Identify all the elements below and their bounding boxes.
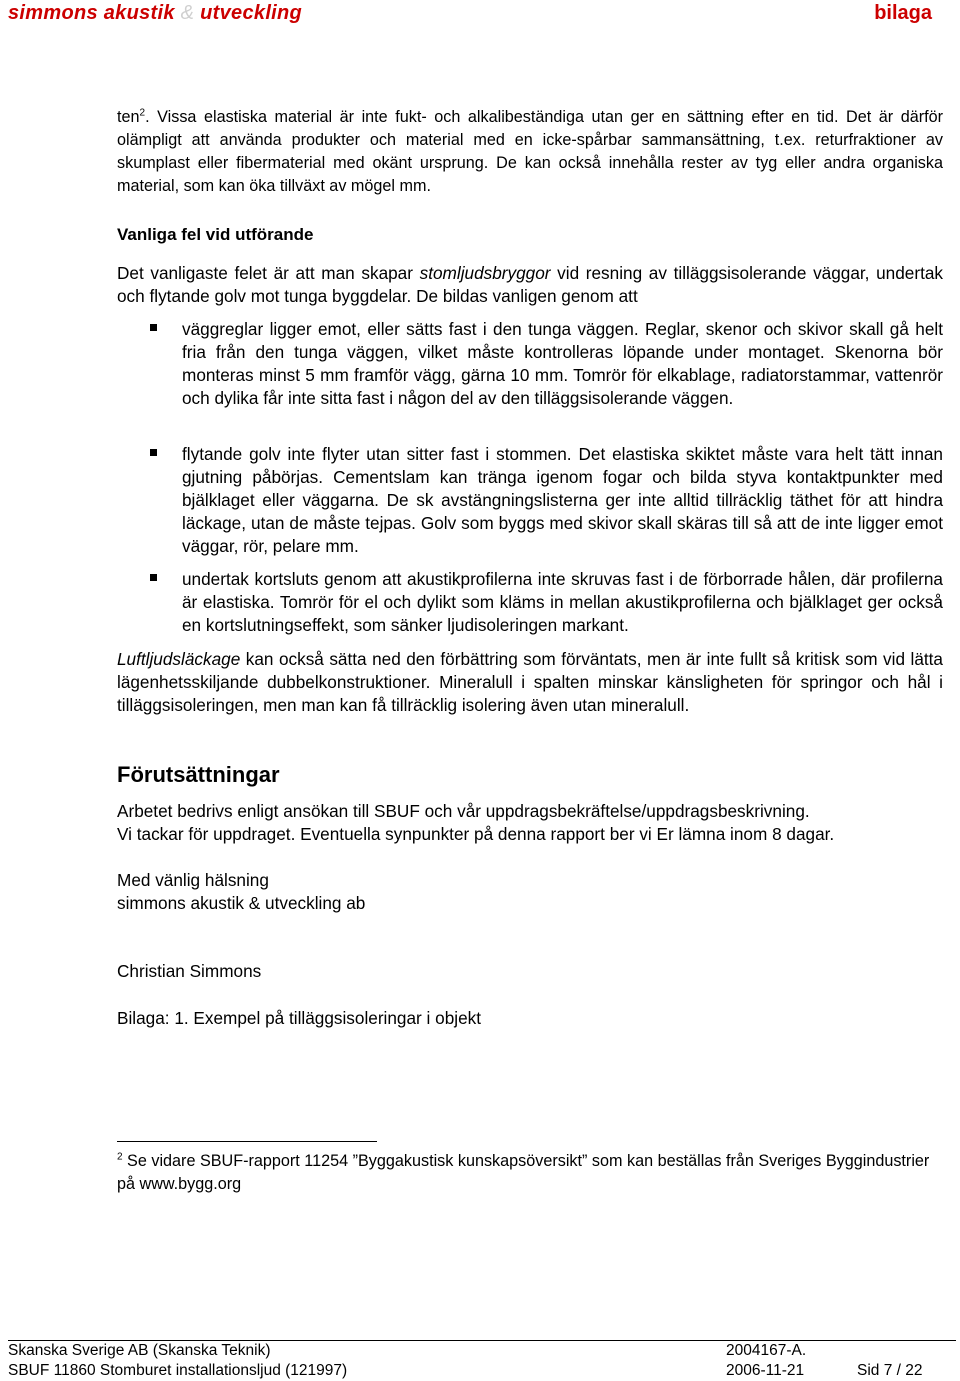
footnote-divider [117, 1141, 377, 1142]
footer-company: Skanska Sverige AB (Skanska Teknik) [8, 1342, 271, 1359]
paragraph-1-emphasis: stomljudsbryggor [419, 263, 551, 283]
paragraph-1-start: Det vanligaste felet är att man skapar [117, 263, 420, 283]
signature-block [117, 960, 943, 983]
bullet-list [150, 318, 943, 410]
square-bullet-icon [150, 324, 157, 331]
brand-suffix: utveckling [200, 2, 303, 24]
brand-ampersand: & [180, 2, 195, 24]
paragraph-1-end: vid resning av tilläggsisolerande väggar, undertak och flytande golv mot tunga byggdelar. De bildas vanligen genom att [117, 263, 943, 306]
footnote [117, 1150, 943, 1196]
bullet-list [150, 443, 943, 558]
paragraph-2-block [117, 648, 943, 717]
footer-page-number: Sid 7 / 22 [857, 1362, 923, 1379]
header-section-label: bilaga [874, 2, 932, 24]
square-bullet-icon [150, 449, 157, 456]
subheading: Vanliga fel vid utförande [117, 225, 314, 244]
prerequisites-block [117, 800, 943, 846]
footnote-reference: 2 [139, 107, 146, 119]
paragraph-1 [117, 262, 943, 308]
list-item [150, 318, 943, 410]
footer-doc-number: 2004167-A. [726, 1342, 807, 1359]
list-item [150, 443, 943, 558]
section-heading: Förutsättningar [117, 762, 280, 787]
paragraph-2 [117, 648, 943, 717]
prerequisites-line-1: Arbetet bedrivs enligt ansökan till SBUF och vår uppdragsbekräftelse/uppdragsbeskrivning. [117, 801, 810, 821]
intro-text-start: ten [117, 108, 140, 126]
attachment-block [117, 1007, 943, 1030]
footnote-block [117, 1150, 943, 1196]
paragraph-1-block [117, 262, 943, 308]
closing-company: simmons akustik & utveckling ab [117, 893, 366, 913]
intro-paragraph [117, 106, 943, 198]
footnote-text: Se vidare SBUF-rapport 11254 ”Byggakustisk kunskapsöversikt” som kan beställas från Sveriges Byggindustrier på www.bygg.org [117, 1152, 930, 1193]
footer-row-1 [8, 1341, 948, 1361]
section-heading-block [117, 760, 943, 790]
intro-text-rest: . Vissa elastiska material är inte fukt- och alkalibeständiga utan ger en sättning efter en tid. Det är därför olämpligt att använda produkter och material med en icke-spårbar sammansättning, t.ex. returfraktioner av skumplast eller fibermaterial med okänt ursprung. De kan också innehålla rester av tyg eller andra organiska material, som kan öka tillväxt av mögel mm. [117, 108, 943, 195]
subheading-block [117, 223, 943, 246]
paragraph-2-text: kan också sätta ned den förbättring som förväntats, men är inte fullt så kritisk som vid lätta lägenhetsskiljande dubbelkonstruktioner. Mineralull i spalten minskar känsligheten för springor och hål i tilläggsisoleringen, men man kan få tillräcklig isolering även utan mineralull. [117, 649, 943, 715]
prerequisites-line-2: Vi tackar för uppdraget. Eventuella synpunkter på denna rapport ber vi Er lämna inom 8 dagar. [117, 824, 835, 844]
closing-block [117, 869, 943, 915]
square-bullet-icon [150, 574, 157, 581]
header-brand [8, 2, 302, 25]
signature-name: Christian Simmons [117, 961, 262, 981]
closing-greeting: Med vänlig hälsning [117, 870, 269, 890]
intro-paragraph-block [117, 106, 943, 198]
list-item [150, 568, 943, 637]
list-item-text: flytande golv inte flyter utan sitter fast i stommen. Det elastiska skiktet måste vara helt tätt innan gjutning påbörjas. Cementslam kan tränga igenom fogar och bilda styva kontaktpunkter med bjälklaget eller väggarna. De sk avstängningslisterna ger inte alltid tillräcklig täthet för att hindra läckage, utan de måste tejpas. Golv som byggs med skivor skall skäras till så att de inte ligger emot väggar, rör, pelare mm. [182, 444, 943, 556]
page-footer [8, 1341, 948, 1381]
footer-date: 2006-11-21 [726, 1362, 805, 1379]
brand-name: simmons akustik [8, 2, 175, 24]
attachment-line: Bilaga: 1. Exempel på tilläggsisoleringar i objekt [117, 1008, 482, 1028]
footnote-number: 2 [117, 1151, 123, 1163]
bullet-list [150, 568, 943, 637]
page-header [0, 0, 960, 30]
list-item-text: väggreglar ligger emot, eller sätts fast i den tunga väggen. Reglar, skenor och skivor skall gå helt fria från den tunga väggen, vilket måste kontrolleras löpande under montaget. Skenorna bör monteras minst 5 mm framför vägg, gärna 10 mm. Tomrör för elkablage, radiatorstammar, vattenrör och dylika får inte sitta fast i någon del av den tilläggsisolerande väggen. [182, 319, 943, 408]
list-item-text: undertak kortsluts genom att akustikprofilerna inte skruvas fast i de förborrade hålen, där profilerna är elastiska. Tomrör för el och dylikt som kläms in mellan akustikprofilerna och bjälklaget ger också en kortslutningseffekt, som sänker ljudisoleringen markant. [182, 569, 943, 635]
paragraph-2-emphasis: Luftljudsläckage [117, 649, 241, 669]
footer-row-2 [8, 1361, 948, 1381]
footer-project: SBUF 11860 Stomburet installationsljud (121997) [8, 1362, 348, 1379]
